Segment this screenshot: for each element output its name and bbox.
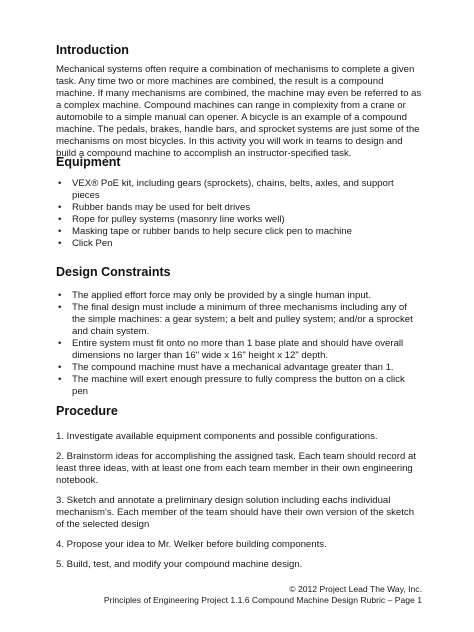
list-item: • The applied effort force may only be provided by a single human input.	[56, 290, 422, 302]
list-item: • Rope for pulley systems (masonry line works well)	[56, 214, 422, 226]
procedure-step: 5. Build, test, and modify your compound machine design.	[56, 559, 303, 570]
procedure-heading: Procedure	[56, 404, 118, 418]
page-footer	[104, 584, 422, 606]
list-item: • The final design must include a minimum of three mechanisms including any of the simple machines: a gear system; a belt and pulley system; and/or a sprocket and chain system.	[56, 302, 422, 338]
constraints-heading: Design Constraints	[56, 265, 171, 279]
procedure-step: 4. Propose your idea to Mr. Welker before building components.	[56, 539, 327, 550]
introduction-paragraph: Mechanical systems often require a combination of mechanisms to complete a given task. Any time two or more machines are combined, the result is a compound machine. If many mechanisms are combined, the machine may even be referred to as a complex machine. Compound machines can range in complexity from a crane or automobile to a simple manual can opener. A bicycle is an example of a compound machine. The pedals, brakes, handle bars, and sprocket systems are just some of the mechanisms on most bicycles. In this activity you will work in teams to design and build a compound machine to accomplish an instructor-specified task.	[56, 64, 422, 159]
list-item: • The compound machine must have a mechanical advantage greater than 1.	[56, 362, 422, 374]
list-item: • Masking tape or rubber bands to help secure click pen to machine	[56, 226, 422, 238]
footer-copyright: © 2012 Project Lead The Way, Inc.	[289, 584, 422, 594]
constraints-list	[56, 290, 422, 398]
constraints-section	[56, 264, 422, 398]
list-item: • Entire system must fit onto no more than 1 base plate and should have overall dimensions no larger than 16" wide x 16" height x 12" depth.	[56, 338, 422, 362]
procedure-section	[56, 403, 422, 579]
list-item: • VEX® PoE kit, including gears (sprockets), chains, belts, axles, and support pieces	[56, 178, 422, 202]
list-item: • Rubber bands may be used for belt drives	[56, 202, 422, 214]
list-item: • The machine will exert enough pressure to fully compress the button on a click pen	[56, 374, 422, 398]
equipment-section	[56, 154, 422, 250]
equipment-heading: Equipment	[56, 155, 121, 169]
introduction-heading: Introduction	[56, 43, 129, 57]
procedure-step: 2. Brainstorm ideas for accomplishing the assigned task. Each team should record at least three ideas, with at least one from each team member in their own engineering notebook.	[56, 451, 416, 486]
procedure-step: 1. Investigate available equipment components and possible configurations.	[56, 431, 378, 442]
procedure-step: 3. Sketch and annotate a preliminary design solution including eachs individual mechanism's. Each member of the team should have their own version of the sketch of the selected design	[56, 495, 415, 530]
introduction-section	[56, 42, 422, 160]
list-item: • Click Pen	[56, 238, 422, 250]
footer-title: Principles of Engineering Project 1.1.6 Compound Machine Design Rubric – Page 1	[103, 595, 422, 605]
equipment-list	[56, 178, 422, 250]
